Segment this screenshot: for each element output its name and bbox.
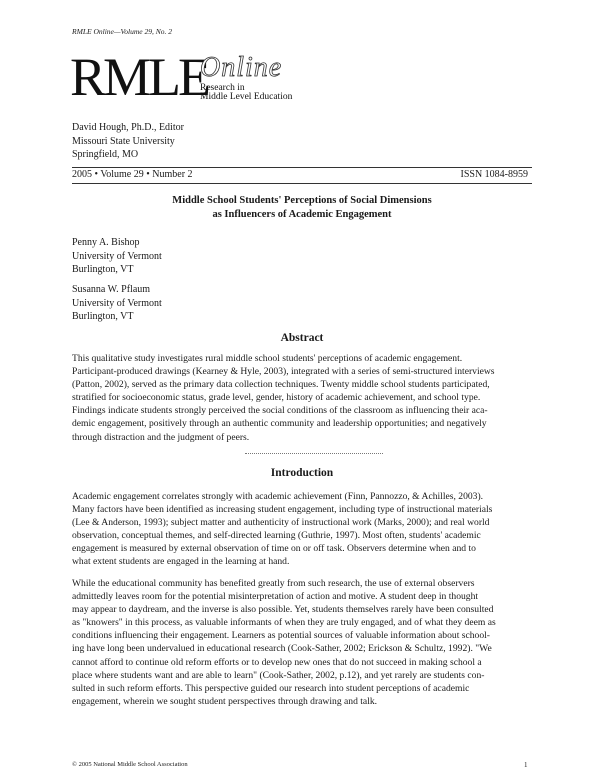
issue-rule-top bbox=[72, 167, 532, 168]
issue-rule-bottom bbox=[72, 183, 532, 184]
text-line: through distraction and the judgment of peers. bbox=[72, 431, 250, 443]
page-number: 1 bbox=[524, 761, 528, 769]
journal-logo bbox=[70, 47, 370, 112]
logo-subtitle-line1: Research in bbox=[200, 83, 245, 93]
text-line: sulted in such reform efforts. This perspective guided our research into student perceptions of academic bbox=[72, 682, 470, 694]
text-line: engagement is measured by external observation of time on or off task. Observers determine when and to bbox=[72, 543, 476, 555]
text-line: may appear to daydream, and the inverse is also possible. Yet, students themselves rarely have been consulted bbox=[72, 604, 494, 616]
author-block bbox=[72, 236, 162, 277]
article-title-line1: Middle School Students' Perceptions of Social Dimensions bbox=[172, 195, 432, 206]
text-line: (Lee & Anderson, 1993); subject matter and authenticity of instructional work (Marks, 2000); and real world bbox=[72, 517, 490, 529]
text-line: stratified for socioeconomic status, grade level, gender, history of academic achievement, and school type. bbox=[72, 392, 481, 404]
section-divider bbox=[245, 453, 383, 454]
text-line: as "knowers" in this process, as valuable informants of when they are truly engaged, and of what they deem as bbox=[72, 617, 496, 629]
text-line: Academic engagement correlates strongly with academic achievement (Finn, Pannozzo, & Achilles, 2003). bbox=[72, 491, 484, 502]
author-location: Burlington, VT bbox=[72, 264, 134, 275]
issue-bar bbox=[72, 169, 532, 182]
text-line: engagement, wherein we sought student perspectives through drawing and talk. bbox=[72, 695, 378, 707]
logo-subtitle bbox=[200, 84, 292, 102]
author-location: Burlington, VT bbox=[72, 311, 134, 322]
text-line: Many factors have been identified as increasing student engagement, including type of instructional materials bbox=[72, 504, 493, 516]
issn: ISSN 1084-8959 bbox=[460, 169, 528, 180]
text-line: Participant-produced drawings (Kearney & Hyle, 2003), integrated with a series of semi-structured interviews bbox=[72, 366, 495, 378]
text-line: what extent students are engaged in the learning at hand. bbox=[72, 556, 290, 568]
running-head: RMLE Online—Volume 29, No. 2 bbox=[72, 27, 172, 36]
text-line: ing have long been undervalued in educational research (Cook-Sather, 2002; Erickson & Schultz, 1992). "We bbox=[72, 643, 492, 655]
article-title-line2: as Influencers of Academic Engagement bbox=[212, 209, 392, 220]
editor-city: Springfield, MO bbox=[72, 149, 139, 160]
text-line: place where students want and are able to learn" (Cook-Sather, 2002, p.12), and yet rarely are students con- bbox=[72, 669, 485, 681]
footer-copyright: © 2005 National Middle School Association bbox=[72, 761, 188, 768]
text-line: observation, conceptual themes, and self-directed learning (Guthrie, 1997). Most often, students' academic bbox=[72, 530, 481, 542]
logo-online: Online bbox=[200, 52, 283, 83]
text-line: demic engagement, positively through an authentic community and leadership opportunities; and negatively bbox=[72, 418, 487, 430]
introduction-heading: Introduction bbox=[270, 467, 334, 479]
intro-paragraph-1 bbox=[72, 490, 534, 569]
abstract-paragraph bbox=[72, 352, 534, 444]
author-affiliation: University of Vermont bbox=[72, 297, 162, 309]
editor-name: David Hough, Ph.D., Editor bbox=[72, 122, 184, 133]
article-title bbox=[72, 194, 532, 222]
text-line: cannot afford to continue old reform efforts or to develop new ones that do not succeed in making school a bbox=[72, 656, 482, 668]
text-line: While the educational community has benefited greatly from such research, the use of external observers bbox=[72, 578, 475, 589]
intro-paragraph-2 bbox=[72, 577, 534, 708]
issue-info: 2005 • Volume 29 • Number 2 bbox=[72, 169, 193, 180]
text-line: (Patton, 2002), served as the primary data collection techniques. Twenty middle school students participated, bbox=[72, 379, 490, 391]
author-affiliation: University of Vermont bbox=[72, 250, 162, 262]
logo-subtitle-line2: Middle Level Education bbox=[200, 92, 293, 102]
editor-block bbox=[72, 121, 184, 162]
text-line: This qualitative study investigates rural middle school students' perceptions of academic engagement. bbox=[72, 353, 463, 364]
text-line: admittedly leaves room for the potential misinterpretation of action and motive. A student deep in thought bbox=[72, 591, 479, 603]
author-name: Susanna W. Pflaum bbox=[72, 284, 151, 295]
abstract-heading: Abstract bbox=[280, 332, 324, 344]
author-block bbox=[72, 283, 162, 324]
logo-rmle: RMLE bbox=[70, 47, 209, 107]
author-name: Penny A. Bishop bbox=[72, 237, 140, 248]
text-line: conditions influencing their engagement. Learners as potential sources of valuable information about school- bbox=[72, 630, 490, 642]
text-line: Findings indicate students strongly perceived the social conditions of the classroom as influencing their aca- bbox=[72, 405, 488, 417]
editor-university: Missouri State University bbox=[72, 135, 175, 147]
